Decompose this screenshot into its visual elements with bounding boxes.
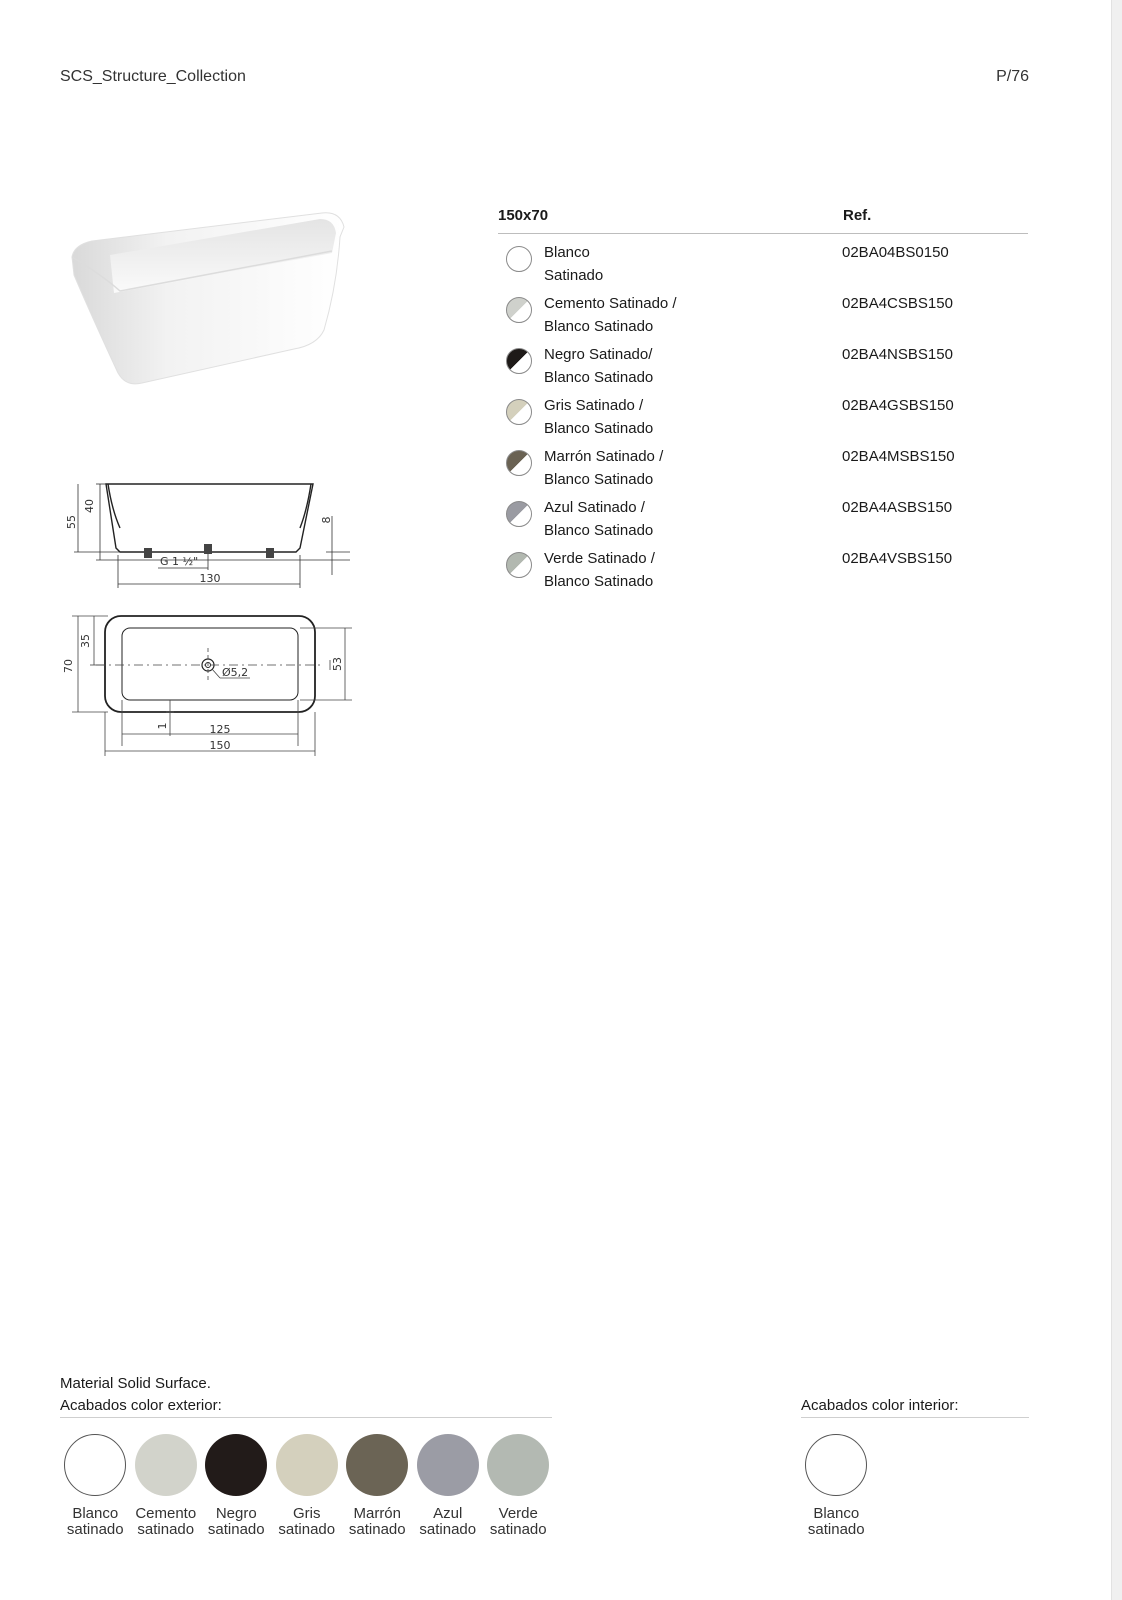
table-row	[498, 546, 1028, 597]
table-row	[498, 240, 1028, 291]
finish-label	[67, 1506, 124, 1538]
dim-height-base: 8	[320, 516, 333, 524]
size-header: 150x70	[498, 207, 549, 224]
finish-name-line2: Blanco Satinado	[544, 572, 654, 590]
finish-label-line2: satinado	[419, 1521, 477, 1538]
dim-drain-thread: G 1 ½"	[160, 555, 199, 568]
reference-code: 02BA4NSBS150	[842, 346, 953, 363]
finish-label-line2: satinado	[66, 1521, 124, 1538]
side-elevation-drawing	[60, 470, 360, 600]
reference-code: 02BA04BS0150	[842, 244, 949, 261]
finish-item	[342, 1434, 413, 1538]
table-header	[498, 205, 1028, 234]
interior-finishes-title: Acabados color interior:	[801, 1397, 1029, 1418]
finish-name-line1: Negro Satinado/	[544, 346, 653, 363]
reference-table	[498, 205, 1028, 597]
finish-swatch-icon	[506, 246, 532, 272]
finish-swatch-icon	[506, 297, 532, 323]
finish-swatch-icon	[506, 348, 532, 374]
finish-color-swatch	[346, 1434, 408, 1496]
finish-name	[544, 497, 744, 542]
finish-label-line2: satinado	[489, 1521, 547, 1538]
finish-swatch-icon	[506, 501, 532, 527]
dim-height-inner: 40	[83, 499, 96, 513]
table-row	[498, 342, 1028, 393]
finish-item	[131, 1434, 202, 1538]
finish-name	[544, 395, 744, 440]
finish-swatch-icon	[506, 552, 532, 578]
finish-label-line1: Blanco	[72, 1505, 119, 1522]
finish-label	[349, 1506, 406, 1538]
finish-item	[413, 1434, 484, 1538]
table-row	[498, 444, 1028, 495]
finish-name-line1: Cemento Satinado /	[544, 295, 677, 312]
finish-color-swatch	[205, 1434, 267, 1496]
material-note: Material Solid Surface.	[60, 1375, 211, 1392]
finish-label	[490, 1506, 547, 1538]
exterior-swatches	[60, 1434, 554, 1538]
finish-name-line2: Blanco Satinado	[544, 317, 654, 335]
finish-name-line1: Marrón Satinado /	[544, 448, 664, 465]
finish-label	[808, 1506, 865, 1538]
finish-color-swatch	[135, 1434, 197, 1496]
table-row	[498, 393, 1028, 444]
finish-name-line2: Satinado	[544, 266, 604, 284]
finish-label-line2: satinado	[137, 1521, 195, 1538]
finish-name-line1: Gris Satinado /	[544, 397, 644, 414]
finish-label-line1: Cemento	[135, 1505, 197, 1522]
dim-length: 150	[209, 739, 231, 752]
finish-name-line2: Blanco Satinado	[544, 470, 654, 488]
reference-code: 02BA4VSBS150	[842, 550, 953, 567]
table-row	[498, 291, 1028, 342]
interior-swatches	[801, 1434, 872, 1538]
finish-item	[801, 1434, 872, 1538]
finish-item	[483, 1434, 554, 1538]
dim-inner-length: 125	[209, 723, 231, 736]
finish-label-line1: Azul	[433, 1505, 463, 1522]
finish-label	[419, 1506, 476, 1538]
finish-label-line1: Verde	[498, 1505, 538, 1522]
finish-name	[544, 446, 744, 491]
page-number: P/76	[996, 68, 1029, 85]
exterior-finishes-title: Acabados color exterior:	[60, 1397, 552, 1418]
dim-height-total: 55	[65, 515, 78, 529]
finish-name	[544, 293, 744, 338]
finish-name-line1: Blanco	[544, 244, 590, 261]
bathtub-photo	[62, 205, 357, 395]
finish-swatch-icon	[506, 450, 532, 476]
finish-label	[208, 1506, 265, 1538]
finish-item	[272, 1434, 343, 1538]
finish-label-line1: Negro	[215, 1505, 257, 1522]
table-row	[498, 495, 1028, 546]
ref-header: Ref.	[843, 207, 872, 224]
finish-item	[201, 1434, 272, 1538]
finish-name	[544, 548, 744, 593]
dim-wall: 1	[156, 722, 169, 730]
collection-title: SCS_Structure_Collection	[60, 68, 246, 85]
reference-code: 02BA4ASBS150	[842, 499, 953, 516]
finish-color-swatch	[64, 1434, 126, 1496]
finish-label	[135, 1506, 196, 1538]
reference-code: 02BA4GSBS150	[842, 397, 954, 414]
dim-half-depth: 35	[79, 634, 92, 648]
dim-inner-depth: 53	[331, 657, 344, 671]
finish-label-line1: Blanco	[813, 1505, 860, 1522]
finish-name	[544, 242, 744, 287]
finish-label-line1: Gris	[293, 1505, 321, 1522]
reference-code: 02BA4CSBS150	[842, 295, 953, 312]
finish-name-line2: Blanco Satinado	[544, 368, 654, 386]
finish-name-line1: Azul Satinado /	[544, 499, 645, 516]
page-edge-strip	[1111, 0, 1122, 1600]
finish-label	[278, 1506, 335, 1538]
finish-name-line2: Blanco Satinado	[544, 521, 654, 539]
finish-item	[60, 1434, 131, 1538]
reference-code: 02BA4MSBS150	[842, 448, 955, 465]
finish-label-line2: satinado	[807, 1521, 865, 1538]
finish-label-line2: satinado	[207, 1521, 265, 1538]
finish-name	[544, 344, 744, 389]
dim-drain-diameter: Ø5,2	[222, 666, 249, 679]
finish-label-line2: satinado	[348, 1521, 406, 1538]
finish-swatch-icon	[506, 399, 532, 425]
finish-label-line1: Marrón	[353, 1505, 401, 1522]
dim-depth: 70	[62, 659, 75, 673]
finish-color-swatch	[276, 1434, 338, 1496]
dim-base-width: 130	[199, 572, 221, 585]
finish-name-line1: Verde Satinado /	[544, 550, 655, 567]
top-plan-drawing	[60, 608, 360, 768]
finish-color-swatch	[487, 1434, 549, 1496]
finish-color-swatch	[417, 1434, 479, 1496]
finish-label-line2: satinado	[278, 1521, 336, 1538]
finish-name-line2: Blanco Satinado	[544, 419, 654, 437]
finish-color-swatch	[805, 1434, 867, 1496]
